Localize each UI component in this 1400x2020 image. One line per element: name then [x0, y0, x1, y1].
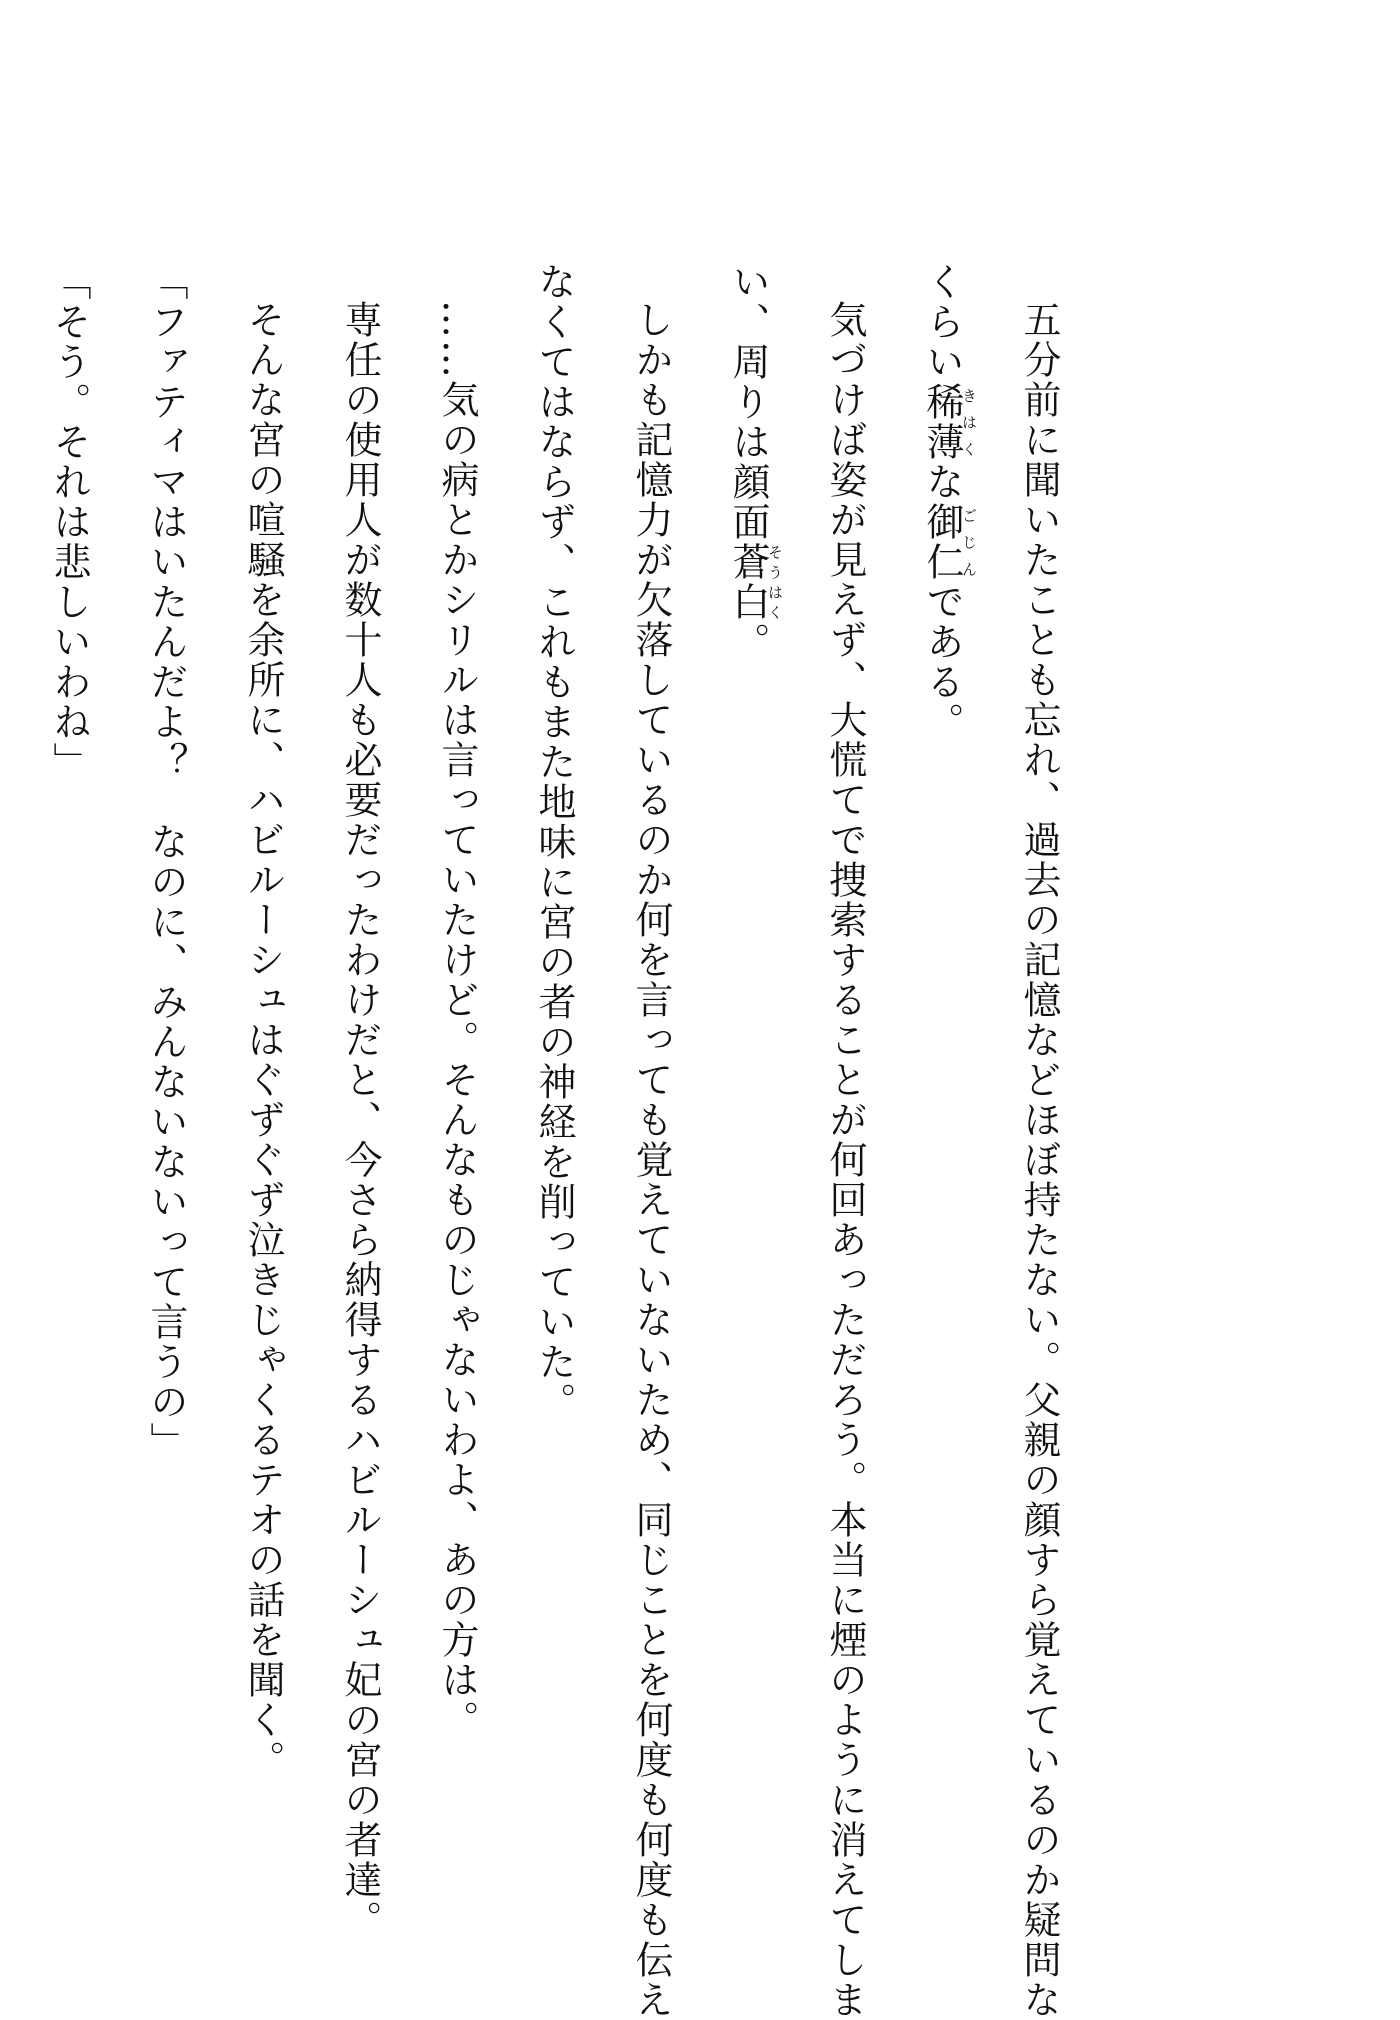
- line-2-before: くらい: [920, 262, 964, 382]
- line-2-mid: な: [920, 462, 964, 502]
- paragraph-line-8: 専任の使用人が数十人も必要だったわけだと、今さら納得するハビルーシュ妃の宮の者達。: [338, 300, 382, 1940]
- ruby-kihaku-reading: きはく: [960, 382, 978, 462]
- paragraph-line-5: しかも記憶力が欠落しているのか何を言っても覚えていないため、同じことを何度も何度も伝え: [629, 300, 673, 2020]
- line-2-after: である。: [920, 582, 964, 742]
- ruby-gojin-reading: ごじん: [960, 502, 978, 582]
- dialogue-line-12: [0, 262, 20, 1732]
- paragraph-line-4: [699, 262, 796, 1732]
- ruby-kihaku-base: 稀薄: [920, 382, 964, 462]
- paragraph-line-9: そんな宮の喧騒を余所に、ハビルーシュはぐずぐず泣きじゃくるテオの話を聞く。: [241, 300, 285, 1780]
- paragraph-line-3: 気づけば姿が見えず、大慌てで捜索することが何回あっただろう。本当に煙のように消えてしま: [823, 300, 867, 2020]
- dialogue-line-11: 「そう。それは悲しいわね」: [47, 262, 91, 782]
- line-4-before: い、周りは顔面: [726, 262, 770, 542]
- paragraph-line-7: ……気の病とかシリルは言っていたけど。そんなものじゃないわよ、あの方は。: [435, 300, 479, 1740]
- dialogue-line-10: 「ファティマはいたんだよ？ なのに、みんないないって言うの」: [144, 262, 188, 1462]
- ruby-souhaku-reading: そうはく: [766, 542, 784, 622]
- ruby-gojin: [920, 502, 978, 582]
- ruby-kihaku: [920, 382, 978, 462]
- paragraph-line-6: なくてはならず、これもまた地味に宮の者の神経を削っていた。: [532, 262, 576, 1422]
- ruby-souhaku-base: 蒼白: [726, 542, 770, 622]
- paragraph-line-1: 五分前に聞いたことも忘れ、過去の記憶などほぼ持たない。父親の顔すら覚えているのか疑問な: [1017, 300, 1061, 2020]
- vertical-text-body: [0, 262, 1087, 2020]
- ruby-gojin-base: 御仁: [920, 502, 964, 582]
- line-4-after: 。: [726, 622, 770, 662]
- ruby-souhaku: [726, 542, 784, 622]
- paragraph-line-2: [893, 262, 990, 1732]
